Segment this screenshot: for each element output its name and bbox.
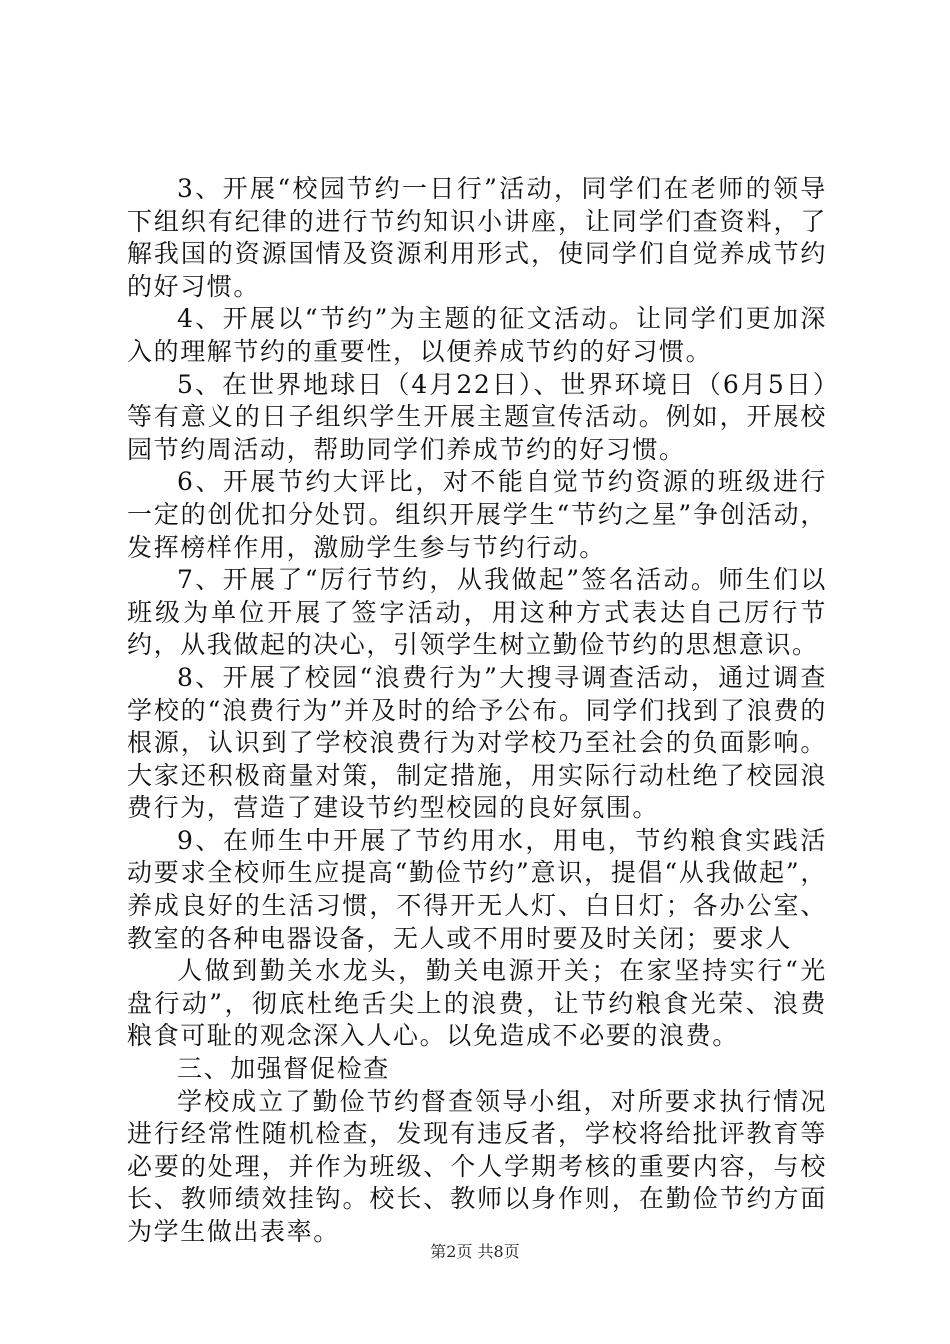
- paragraph-item-5: 5、在世界地球日（4月22日）、世界环境日（6月5日）等有意义的日子组织学生开展主题宣传活动。例如，开展校园节约周活动，帮助同学们养成节约的好习惯。: [127, 369, 827, 464]
- paragraph-item-8: 8、开展了校园“浪费行为”大搜寻调查活动，通过调查学校的“浪费行为”并及时的给予公布。同学们找到了浪费的根源，认识到了学校浪费行为对学校乃至社会的负面影响。大家还积极商量对策，制定措施，用实际行动杜绝了校园浪费行为，营造了建设节约型校园的良好氛围。: [127, 662, 827, 823]
- page-number-footer: 第2页 共8页: [430, 1242, 520, 1261]
- document-body: [127, 173, 827, 1249]
- paragraph-item-6: 6、开展节约大评比，对不能自觉节约资源的班级进行一定的创优扣分处罚。组织开展学生“节约之星”争创活动，发挥榜样作用，激励学生参与节约行动。: [127, 467, 827, 562]
- paragraph-item-4: 4、开展以“节约”为主题的征文活动。让同学们更加深入的理解节约的重要性，以便养成节约的好习惯。: [127, 304, 827, 366]
- paragraph-item-7: 7、开展了“厉行节约，从我做起”签名活动。师生们以班级为单位开展了签字活动，用这种方式表达自己厉行节约，从我做起的决心，引领学生树立勤俭节约的思想意识。: [127, 565, 827, 660]
- paragraph-item-3: 3、开展“校园节约一日行”活动，同学们在老师的领导下组织有纪律的进行节约知识小讲座，让同学们查资料，了解我国的资源国情及资源利用形式，使同学们自觉养成节约的好习惯。: [127, 174, 827, 301]
- paragraph-continuation: 人做到勤关水龙头，勤关电源开关；在家坚持实行“光盘行动”，彻底杜绝舌尖上的浪费，让节约粮食光荣、浪费粮食可耻的观念深入人心。以免造成不必要的浪费。: [127, 956, 827, 1051]
- paragraph-supervision: 学校成立了勤俭节约督查领导小组，对所要求执行情况进行经常性随机检查，发现有违反者，学校将给批评教育等必要的处理，并作为班级、个人学期考核的重要内容，与校长、教师绩效挂钩。校长、教师以身作则，在勤俭节约方面为学生做出表率。: [127, 1086, 827, 1246]
- paragraph-item-9: 9、在师生中开展了节约用水，用电，节约粮食实践活动要求全校师生应提高“勤俭节约”意识，提倡“从我做起”，养成良好的生活习惯，不得开无人灯、白日灯；各办公室、教室的各种电器设备，无人或不用时要及时关闭；要求人: [127, 825, 827, 953]
- section-heading: 三、加强督促检查: [177, 1054, 390, 1084]
